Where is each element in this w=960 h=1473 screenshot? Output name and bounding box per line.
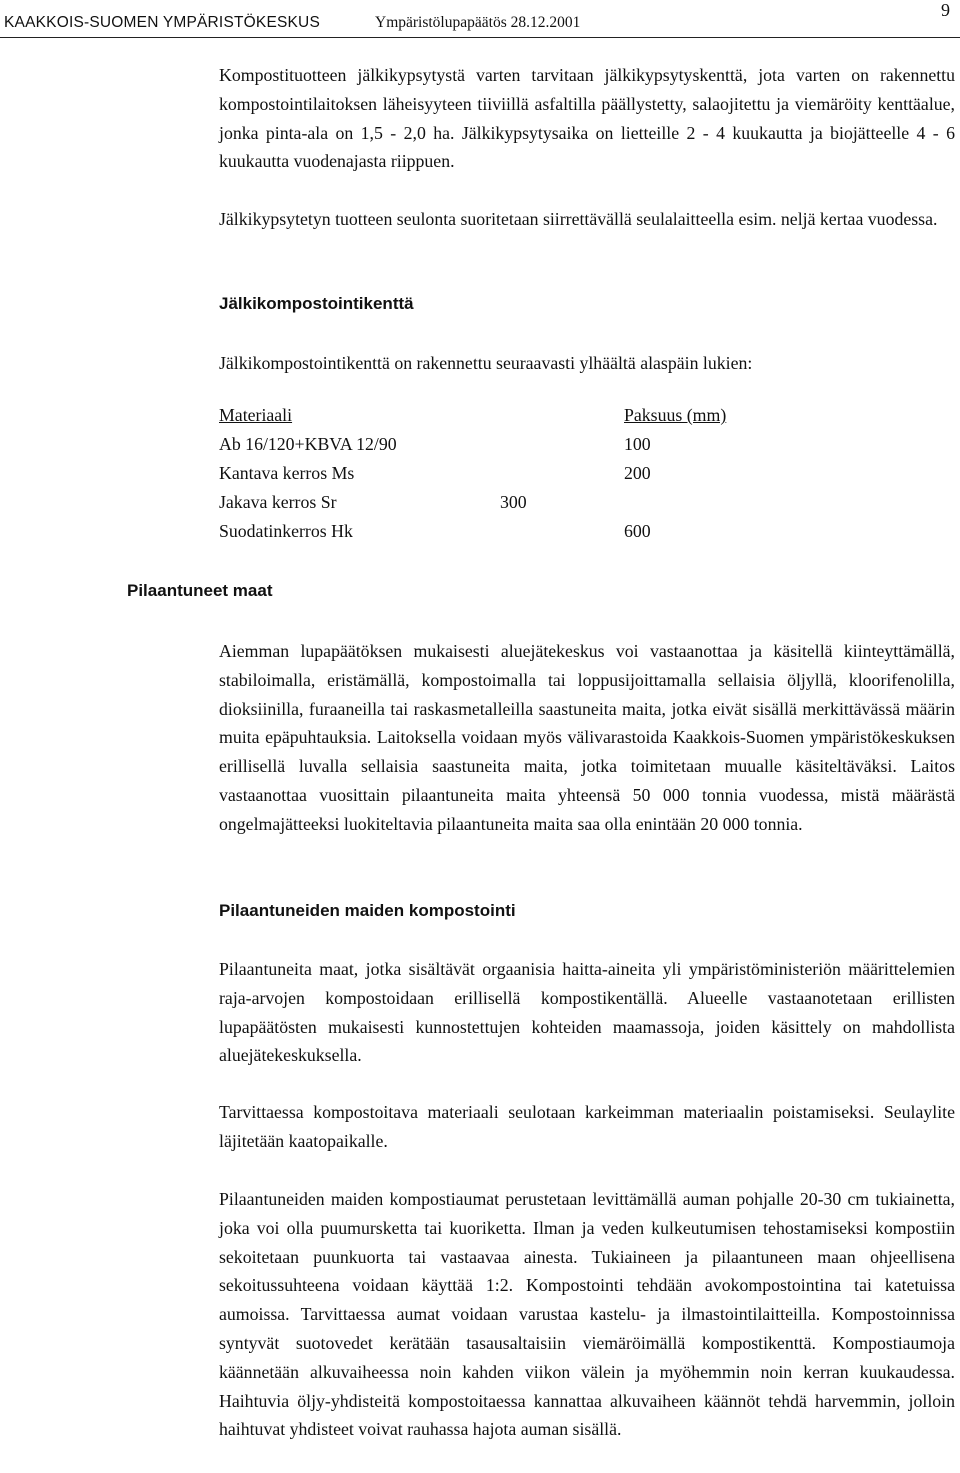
- paragraph-kompostiaumat: Pilaantuneiden maiden kompostiaumat perustetaan levittämällä auman pohjalle 20-30 cm tukiainetta, joka voi olla puumursketta tai kuoriketta. Ilman ja veden kulkeutumisen tehostamiseksi kompostiin sekoitetaan puunkuorta tai vastaavaa ainesta. Tukiaineen ja pilaantuneen maan ohjeellisena sekoitussuhteena voidaan käyttää 1:2. Kompostointi tehdään avokompostointina tai katetuissa aumoissa. Tarvittaessa aumat voidaan varustaa kastelu- ja ilmastointilaitteilla. Kompostoinnissa syntyvät suotovedet kerätään tasausaltaisiin viemäröimällä kompostikenttä. Kompostiaumoja käännetään alkuvaiheessa noin kahden viikon välein ja myöhemmin noin kerran kuukaudessa. Haihtuvia öljy-yhdisteitä kompostoitaessa kannattaa alkuvaiheen käännöt tehdä harvemmin, jolloin haihtuvat yhdisteet voivat rauhassa hajota auman sisällä.: [219, 1189, 955, 1440]
- section-kompostiaumat: [219, 1185, 955, 1444]
- thickness-cell: 100: [624, 434, 651, 454]
- page-number: 9: [941, 0, 950, 20]
- table-header-row: [219, 405, 819, 434]
- table-row: [219, 434, 819, 463]
- paragraph-seulonta-kaatopaikka: Tarvittaessa kompostoitava materiaali seulotaan karkeimman materiaalin poistamiseksi. Seulaylite läjitetään kaatopaikalle.: [219, 1102, 955, 1151]
- header-document-title: Ympäristölupapäätös 28.12.2001: [375, 14, 581, 31]
- table-row: [219, 492, 819, 521]
- material-cell: Kantava kerros Ms: [219, 463, 355, 483]
- paragraph-kompostikentta: Pilaantuneita maat, jotka sisältävät orgaanisia haitta-aineita yli ympäristöministeriön määrittelemien raja-arvojen kompostoidaan erillisellä kompostikentällä. Alueelle vastaanotetaan erillisten lupapäätösten mukaisesti kunnostettujen kohteiden maamassoja, joiden käsittely on mahdollista aluejätekeskuksella.: [219, 959, 955, 1066]
- thickness-cell: 600: [624, 521, 651, 541]
- header-organization: KAAKKOIS-SUOMEN YMPÄRISTÖKESKUS: [4, 14, 320, 31]
- section-heading-kompostointi: [219, 901, 955, 921]
- paragraph-rakenne-intro: Jälkikompostointikenttä on rakennettu seuraavasti ylhäältä alaspäin lukien:: [219, 353, 753, 373]
- material-cell: Ab 16/120+KBVA 12/90: [219, 434, 397, 454]
- section-seulonta: [219, 205, 955, 234]
- table-row: [219, 463, 819, 492]
- side-heading-pilaantuneet-maat: Pilaantuneet maat: [127, 581, 273, 600]
- section-heading-jalkikompostointikentta: [219, 294, 955, 314]
- section-jalkikypsytys: [219, 61, 955, 176]
- section-pilaantuneet-maat: [219, 637, 955, 839]
- thickness-cell: 200: [624, 463, 651, 483]
- section-intro-rakenne: [219, 349, 955, 378]
- material-cell: Suodatinkerros Hk: [219, 521, 353, 541]
- heading-jalkikompostointikentta: Jälkikompostointikenttä: [219, 294, 414, 313]
- thickness-cell: 300: [500, 492, 527, 512]
- section-kompostikentta: [219, 955, 955, 1070]
- header-rule: [0, 37, 960, 38]
- material-cell: Jakava kerros Sr: [219, 492, 337, 512]
- heading-pilaantuneiden-maiden-kompostointi: Pilaantuneiden maiden kompostointi: [219, 901, 516, 920]
- section-seulonta-2: [219, 1098, 955, 1156]
- column-header-thickness: Paksuus (mm): [624, 405, 727, 425]
- table-row: [219, 521, 819, 550]
- paragraph-pilaantuneet-maat: Aiemman lupapäätöksen mukaisesti aluejätekeskus voi vastaanottaa ja käsitellä kiinteyttämällä, stabiloimalla, eristämällä, kompostoimalla tai loppusijoittamalla sellaisia öljyllä, kloorifenolilla, dioksiinilla, furaaneilla tai raskasmetalleilla saastuneita maita, jotka eivät sisällä merkittävässä määrin muita epäpuhtauksia. Laitoksella voidaan myös välivarastoida Kaakkois-Suomen ympäristökeskuksen erillisellä luvalla sellaisia saastuneita maita, jotka toimitetaan muualle käsiteltäväksi. Laitos vastaanottaa vuosittain pilaantuneita maita yhteensä 50 000 tonnia vuodessa, mistä määrästä ongelmajätteeksi luokiteltavia pilaantuneita maita saa olla enintään 20 000 tonnia.: [219, 641, 955, 834]
- paragraph-seulonta: Jälkikypsytetyn tuotteen seulonta suoritetaan siirrettävällä seulalaitteella esim. neljä kertaa vuodessa.: [219, 209, 938, 229]
- paragraph-jalkikypsytys: Kompostituotteen jälkikypsytystä varten tarvitaan jälkikypsytyskenttä, jota varten on rakennettu kompostointilaitoksen läheisyyteen tiiviillä asfaltilla päällystetty, salaojitettu ja viemäröity kenttäalue, jonka pinta-ala on 1,5 - 2,0 ha. Jälkikypsytysaika on lietteille 2 - 4 kuukautta ja biojätteelle 4 - 6 kuukautta vuodenajasta riippuen.: [219, 65, 955, 172]
- column-header-material: Materiaali: [219, 405, 293, 425]
- page-header: [0, 0, 960, 40]
